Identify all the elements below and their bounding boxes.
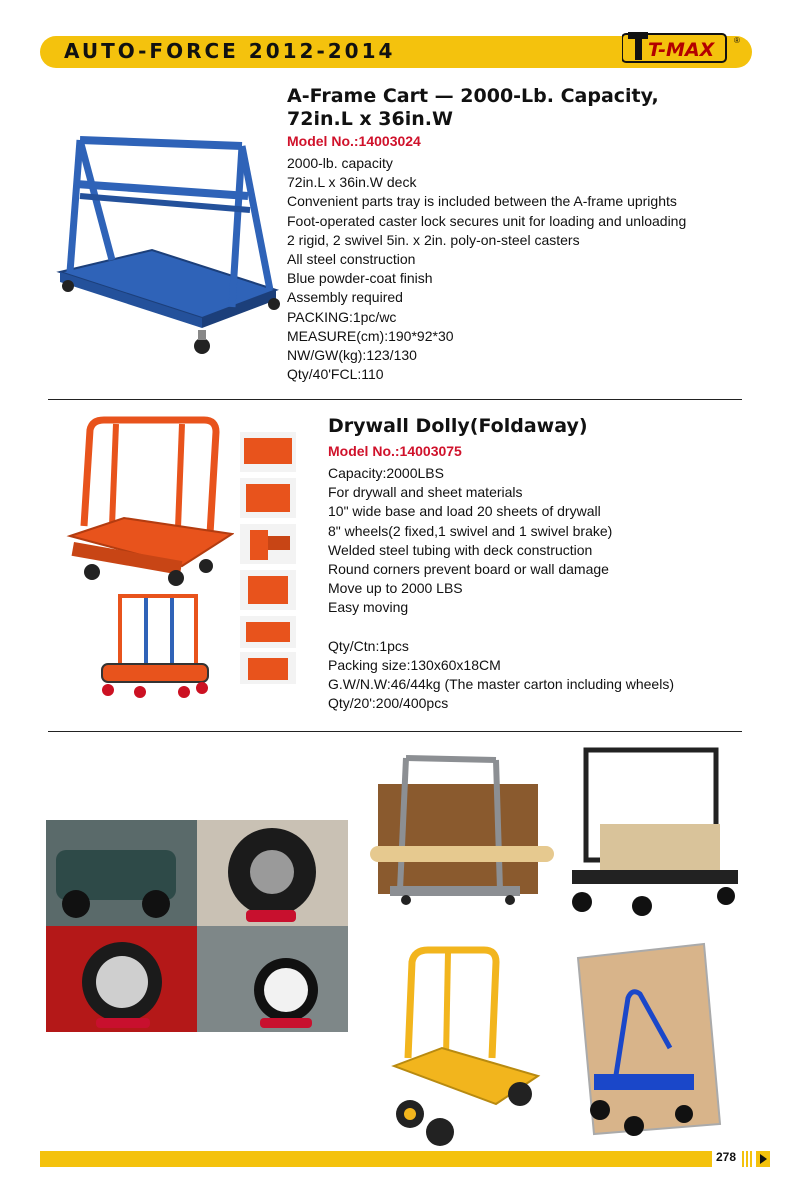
spec-item: 8" wheels(2 fixed,1 swivel and 1 swivel brake) [328,522,613,539]
spec-list-drywall-dolly [328,464,674,714]
spec-item: 2 rigid, 2 swivel 5in. x 2in. poly-on-steel casters [287,231,580,248]
product-title-a-frame-line2: 72in.L x 36in.W [287,108,453,130]
spec-list-a-frame [287,154,686,384]
spec-item: All steel construction [287,251,416,268]
spec-item: Round corners prevent board or wall damage [328,561,609,578]
spec-item: Qty/20':200/400pcs [328,695,449,712]
spec-item: For drywall and sheet materials [328,484,523,501]
logo-text: T-MAX [648,39,715,61]
spec-item: Easy moving [328,599,409,616]
spec-item: Capacity:2000LBS [328,465,444,481]
car-dolly-photo-grid [46,820,348,1032]
spec-item: Move up to 2000 LBS [328,580,463,597]
footer-stripes [742,1151,754,1172]
product-title-a-frame-line1: A-Frame Cart — 2000-Lb. Capacity, [287,85,659,107]
spec-item: Qty/Ctn:1pcs [328,637,409,654]
model-number-a-frame: Model No.:14003024 [287,133,421,149]
next-page-arrow-icon [756,1151,770,1172]
spec-item: Assembly required [287,289,403,306]
product-title-drywall-dolly: Drywall Dolly(Foldaway) [328,415,588,437]
registered-mark: ® [734,36,740,45]
spec-item: Foot-operated caster lock secures unit for loading and unloading [287,212,687,229]
page-number: 278 [716,1150,737,1164]
yellow-drywall-cart-photo [388,944,542,1148]
a-frame-cart-photo [52,132,280,364]
spec-item: 2000-lb. capacity [287,155,393,171]
catalog-title: AUTO-FORCE 2012-2014 [64,39,396,63]
a-frame-grey-cart-photo [370,750,554,910]
spec-item: Welded steel tubing with deck construction [328,541,593,558]
model-number-drywall-dolly: Model No.:14003075 [328,443,462,459]
dolly-detail-photos [240,432,296,684]
spec-spacer [328,618,674,637]
black-stone-cart-photo [566,746,742,916]
spec-item: NW/GW(kg):123/130 [287,347,417,364]
section-divider [48,399,742,400]
blue-drywall-dolly-photo [574,938,724,1146]
drywall-dolly-photo-large [64,416,234,588]
spec-item: Packing size:130x60x18CM [328,657,501,674]
spec-item: Blue powder-coat finish [287,270,433,287]
spec-item: 72in.L x 36in.W deck [287,174,417,191]
section-divider [48,731,742,732]
spec-item: G.W/N.W:46/44kg (The master carton including wheels) [328,676,674,693]
drywall-dolly-photo-small [96,592,212,700]
spec-item: Qty/40'FCL:110 [287,366,384,383]
spec-item: PACKING:1pc/wc [287,308,397,325]
spec-item: Convenient parts tray is included between the A-frame uprights [287,193,677,210]
spec-item: MEASURE(cm):190*92*30 [287,327,454,344]
spec-item: 10" wide base and load 20 sheets of drywall [328,503,601,520]
footer-band [40,1151,712,1167]
